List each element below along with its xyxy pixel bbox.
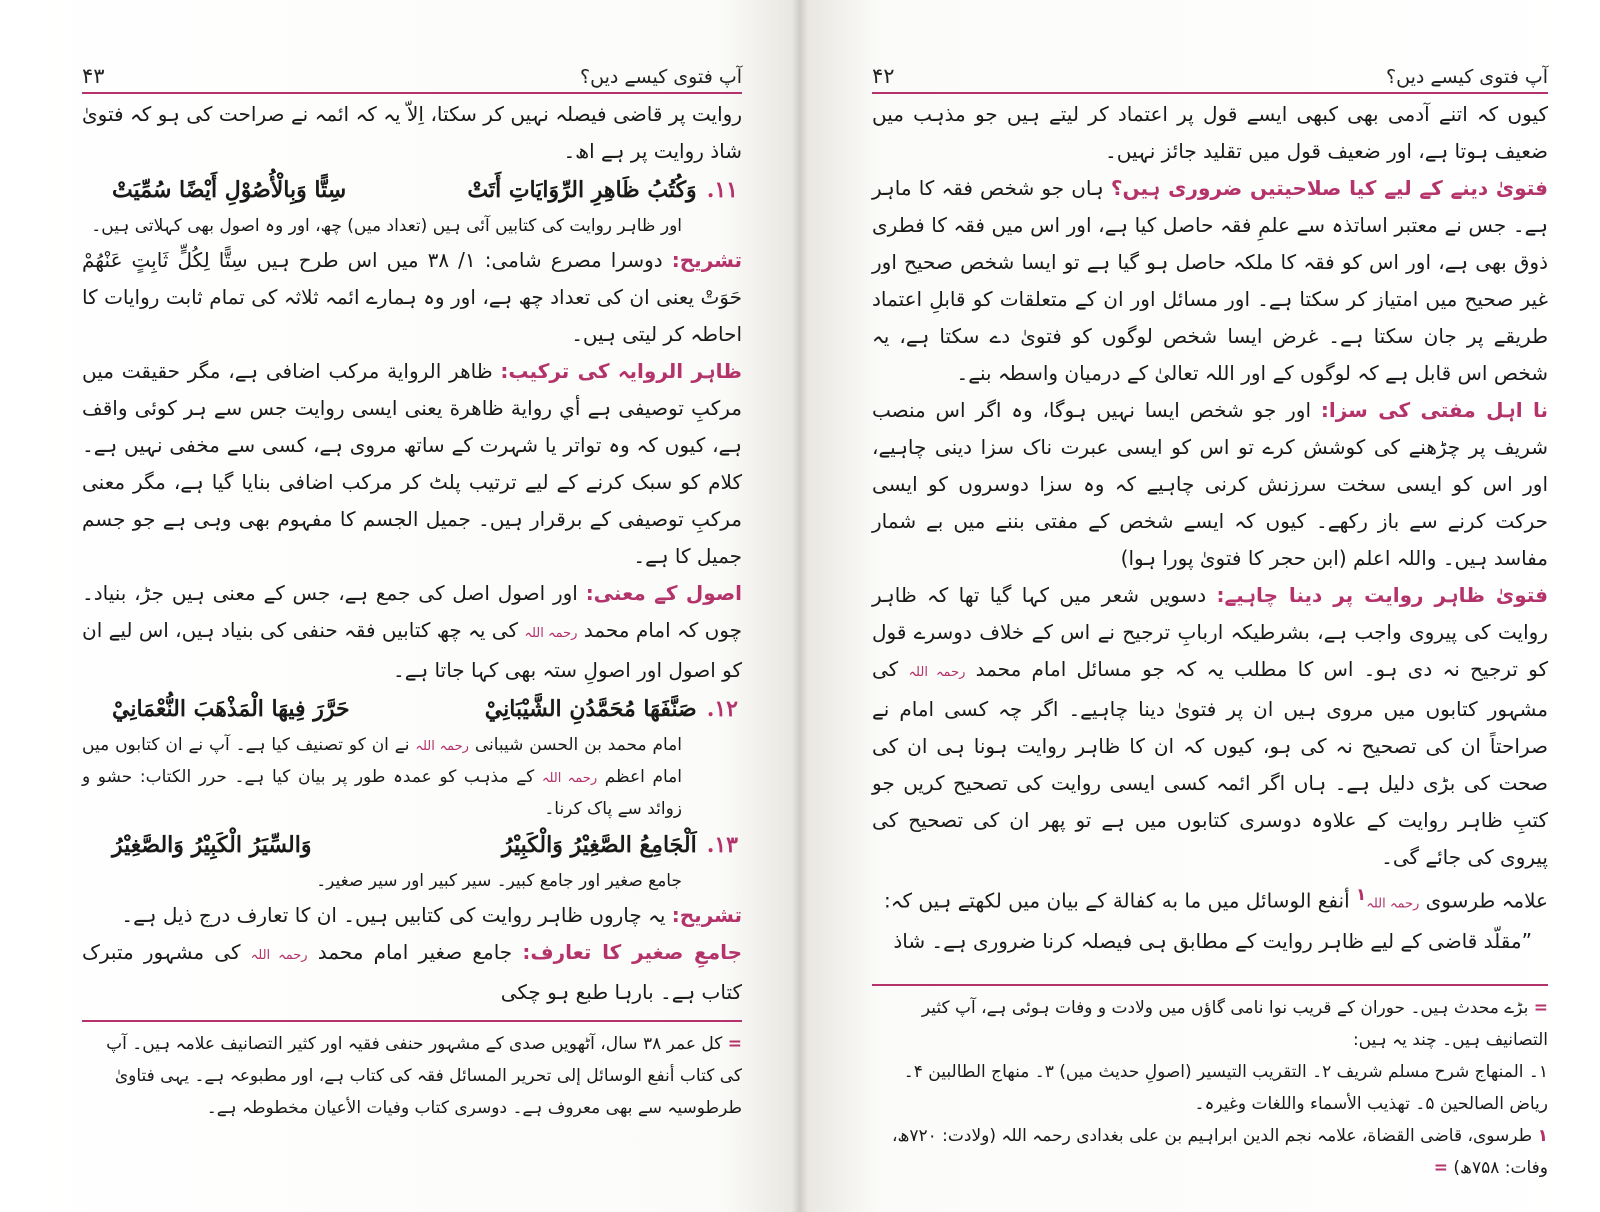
honorific: رحمہ اللہ (908, 665, 966, 680)
honorific: رحمہ اللہ (415, 739, 469, 754)
verse-number: ١٢. (706, 696, 738, 722)
footnote (82, 1028, 742, 1124)
page-number: ۴۲ (872, 64, 895, 88)
paragraph (82, 242, 742, 353)
footnote-text: بڑے محدث ہیں۔ حوران کے قریب نوا نامی گاؤں میں ولادت و وفات ہوئی ہے، آپ کثیر التصانیف ہیں۔ چند یہ ہیں: (921, 998, 1548, 1050)
section-text: ہاں جو شخص فقہ کا ماہر ہے۔ جس نے معتبر اساتذہ سے علمِ فقہ حاصل کیا ہے، اور اس میں فقہ کا فطری ذوق بھی ہے، اور اس کو فقہ کا ملکہ حاصل ہو گیا ہے تو ایسا شخص صحیح اور غیر صحیح میں امتیاز کر سکتا ہے۔ اور مسائل اور ان کے متعلقات کو قابلِ اعتماد طریقے پر جان سکتا ہے۔ غرض ایسا شخص لوگوں کو فتویٰ دے سکتا ہے، یہ شخص اس قابل ہے کہ لوگوں کے اور اللہ تعالیٰ کے درمیان واسطہ بنے۔ (872, 176, 1548, 385)
paragraph (872, 392, 1548, 577)
section-label: اصول کے معنی: (585, 581, 743, 605)
footnote (872, 1120, 1548, 1184)
section-label: نا اہل مفتی کی سزا: (1320, 398, 1549, 422)
section-text: جامع صغیر امام محمد (317, 940, 513, 964)
section-label: جامعِ صغیر کا تعارف: (522, 940, 743, 964)
honorific: رحمہ اللہ (541, 771, 598, 786)
section-text: دسویں شعر میں کہا گیا تھا کہ ظاہر روایت کی پیروی واجب ہے، بشرطیکہ اربابِ ترجیح نے اس کے خلاف دوسرے قول کو ترجیح نہ دی ہو۔ اس کا مطلب یہ کہ جو مسائل امام محمد (872, 583, 1548, 681)
honorific: رحمہ اللہ (524, 626, 578, 641)
paragraph: روایت پر قاضی فیصلہ نہیں کر سکتا، اِلاّ یہ کہ ائمہ نے صراحت کی ہو کہ فتویٰ شاذ روایت پر ہے اھ۔ (82, 102, 742, 163)
paragraph (82, 897, 742, 934)
section-label: تشریح: (671, 903, 742, 927)
running-title: آپ فتوی کیسے دیں؟ (1386, 66, 1548, 88)
section-text: یہ چاروں ظاہر روایت کی کتابیں ہیں۔ ان کا تعارف درج ذیل ہے۔ (121, 903, 666, 927)
section-text: کی یہ چھ کتابیں فقہ حنفی کی بنیاد ہیں، اس لیے ان کو اصول اور اصولِ ستہ بھی کہا جاتا ہے۔ (82, 618, 742, 682)
verse-hemistich-1: اَلْجَامِعُ الصَّغِيْرُ وَالْكَبِيْرُ (501, 832, 697, 858)
verse-number: ١١. (706, 177, 738, 203)
footnote-continue-marker: = (1433, 1158, 1449, 1178)
verse-11 (82, 172, 742, 209)
verse-number: ١٣. (706, 832, 738, 858)
footnote-marker: = (1533, 998, 1548, 1018)
section-text: أنفع الوسائل میں ما به كفالة کے بیان میں لکھتے ہیں کہ: (884, 888, 1350, 913)
right-page-body (872, 96, 1548, 960)
translation-text: کے مذہب کو عمدہ طور پر بیان کیا ہے۔ حرر الكتاب: حشو و زوائد سے پاک کرنا۔ (82, 767, 682, 819)
footnote-marker: = (727, 1034, 742, 1054)
left-page (0, 0, 790, 1212)
section-label: ظاہر الروایہ کی ترکیب: (500, 359, 742, 383)
paragraph (872, 876, 1548, 923)
section-text: کی مشہور متبرک کتاب ہے۔ بارہا طبع ہو چکی (82, 940, 742, 1004)
paragraph (872, 577, 1548, 876)
honorific: رحمہ اللہ (250, 948, 308, 963)
translation-text: امام محمد بن الحسن شیبانی (474, 735, 682, 755)
footnote: ۱۔ المنهاج شرح مسلم شریف ۲۔ التقريب التيسير (اصولِ حدیث میں) ۳۔ منهاج الطالبين ۴۔ رياض الصالحين ۵۔ تهذيب الأسماء واللغات وغیرہ۔ (903, 1062, 1548, 1114)
section-label: فتویٰ ظاہر روایت پر دینا چاہیے: (1216, 583, 1549, 607)
footnote-marker: ۱ (1537, 1126, 1548, 1146)
section-text: ظاهر الرواية مرکب اضافی ہے، مگر حقیقت میں مرکبِ توصیفی ہے أي رواية ظاهرة یعنی ایسی روایت جس سے ہر کوئی واقف ہے، کیوں کہ وہ تواتر یا شہرت کے ساتھ مروی ہے، کسی سے مخفی نہیں ہے۔ کلام کو سبک کرنے کے لیے ترتیب پلٹ کر مرکب اضافی بنایا گیا ہے، مگر معنی مرکبِ توصیفی کے برقرار ہیں۔ جميل الجسم کا مفہوم بھی وہی ہے جو جسم جميل کا ہے۔ (82, 359, 742, 568)
footnote (872, 992, 1548, 1056)
left-page-header (82, 54, 742, 94)
left-footnotes (82, 1020, 742, 1124)
paragraph (82, 934, 742, 1011)
paragraph (82, 353, 742, 575)
verse-hemistich-2: سِتًّا وَبِالْأُصُوْلِ أَيْضًا سُمِّيَتْ (112, 177, 347, 203)
running-title: آپ فتوی کیسے دیں؟ (580, 66, 742, 88)
right-page-header (872, 54, 1548, 94)
section-text: علامہ طرسوی (1425, 888, 1548, 913)
verse-translation (82, 730, 742, 825)
paragraph (872, 170, 1548, 392)
section-text: دوسرا مصرع شامی: ۱/ ۳۸ میں اس طرح ہیں سِتًّا لِكُلٍّ ثَابِتٍ عَنْهُمْ حَوَتْ یعنی ان کی تعداد چھ ہے، اور وہ ہمارے ائمہ ثلاثہ کی تمام ثابت روایات کا احاطہ کر لیتی ہیں۔ (82, 248, 742, 346)
left-page-body (82, 96, 742, 1011)
verse-translation: جامع صغیر اور جامع کبیر۔ سیر کبیر اور سیر صغیر۔ (316, 871, 682, 891)
footnote-text: کل عمر ۳۸ سال، آٹھویں صدی کے مشہور حنفی فقیہ اور کثیر التصانیف علامہ ہیں۔ آپ کی کتاب أنفع الوسائل إلى تحرير المسائل فقہ کی کتاب ہے، اور مطبوعہ ہے۔ یہی فتاویٰ طرطوسیہ سے بھی معروف ہے۔ دوسری کتاب وفيات الأعيان مخطوطہ ہے۔ (106, 1034, 742, 1118)
section-text: اور جو شخص ایسا نہیں ہوگا، وہ اگر اس منصب شریف پر چڑھنے کی کوشش کرے تو اس کو ایسی عبرت ناک سزا دینی چاہیے، اور اس کو ایسی سخت سرزنش کرنی چاہیے کہ وہ سزا دوسروں کو ایسی حرکت کرنے سے باز رکھے۔ کیوں کہ ایسے شخص کے مفتی بننے میں بے شمار مفاسد ہیں۔ واللہ اعلم (ابن حجر کا فتویٰ پورا ہوا) (872, 398, 1548, 570)
right-page (810, 0, 1600, 1212)
right-footnotes (872, 984, 1548, 1184)
verse-hemistich-2: وَالسِّيَرُ الْكَبِيْرُ وَالصَّغِيْرُ (112, 832, 312, 858)
section-text: اور اصول اصل کی جمع ہے، جس کے معنی ہیں جڑ، بنیاد۔ چوں کہ امام محمد (82, 581, 743, 642)
section-text: کی مشہور کتابوں میں مروی ہیں ان پر فتویٰ دینا چاہیے۔ اگر چہ کسی امام نے صراحتاً ان کی تصحیح نہ کی ہو، کیوں کہ ان کا ظاہر روایت ہونا ہی ان کی صحت کی بڑی دلیل ہے۔ ہاں اگر ائمہ کسی ایسی روایت کی تصحیح کریں جو کتبِ ظاہر روایت کے علاوہ دوسری کتابوں میں ہے تو پھر ان کی تصحیح کی پیروی کی جائے گی۔ (872, 657, 1548, 869)
verse-translation: اور ظاہر روایت کی کتابیں آئی ہیں (تعداد میں) چھ، اور وہ اصول بھی کہلاتی ہیں۔ (91, 216, 682, 236)
footnote-text: طرسوی، قاضی القضاة، علامہ نجم الدین ابراہیم بن علی بغدادی رحمہ اللہ (ولادت: ۷۲۰ھ، وفات: ۷۵۸ھ) (891, 1126, 1548, 1178)
verse-hemistich-1: صَنَّفَهَا مُحَمَّدُنِ الشَّيْبَانِيْ (484, 696, 697, 722)
quotation: ”مقلّد قاضی کے لیے ظاہر روایت کے مطابق ہی فیصلہ کرنا ضروری ہے۔ شاذ (893, 928, 1532, 953)
footnote-ref[interactable]: ۱ (1356, 885, 1367, 904)
paragraph: کیوں کہ اتنے آدمی بھی کبھی ایسے قول پر اعتماد کر لیتے ہیں جو مذہب میں ضعیف ہوتا ہے، اور ضعیف قول میں تقلید جائز نہیں۔ (872, 102, 1548, 163)
verse-12 (82, 691, 742, 728)
translation-text: نے ان کو تصنیف کیا ہے۔ آپ نے ان کتابوں میں امام اعظم (82, 735, 682, 787)
verse-13 (82, 827, 742, 864)
section-label: فتویٰ دینے کے لیے کیا صلاحیتیں ضروری ہیں؟ (1110, 176, 1549, 200)
honorific: رحمہ اللہ (1366, 896, 1420, 912)
paragraph (82, 575, 742, 689)
page-number: ۴۳ (82, 64, 105, 88)
verse-hemistich-2: حَرَّرَ فِيهَا الْمَذْهَبَ النُّعْمَانِيْ (112, 696, 350, 722)
verse-hemistich-1: وَكُتُبُ ظَاهِرِ الرِّوَايَاتِ أَتَتْ (467, 177, 697, 203)
section-label: تشریح: (671, 248, 742, 272)
